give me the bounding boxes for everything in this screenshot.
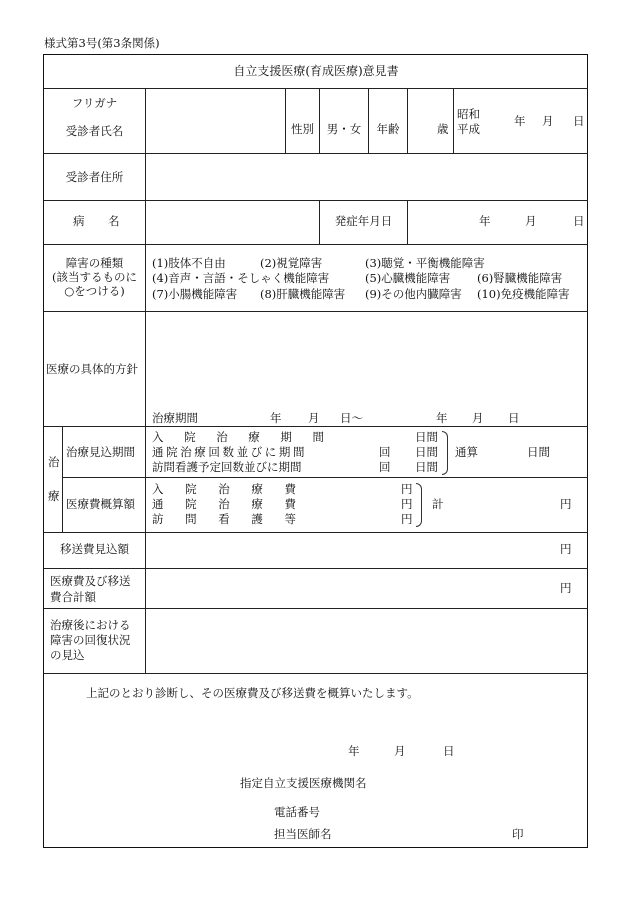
visit-days-unit: 日間 bbox=[415, 460, 438, 474]
recovery-label-3: の見込 bbox=[50, 648, 85, 662]
period-from-month-unit: 月 bbox=[308, 411, 320, 425]
treatment-side-label-2: 療 bbox=[48, 489, 60, 503]
visit-nursing-period-label: 訪問看護予定回数並びに期間 bbox=[152, 460, 302, 474]
treatment-side-label-1: 治 bbox=[48, 455, 60, 469]
sign-year-unit: 年 bbox=[348, 744, 360, 758]
onset-date-label: 発症年月日 bbox=[334, 214, 393, 228]
inpatient-cost-label: 入 院 治 療 費 bbox=[152, 482, 296, 496]
patient-name-label: 受診者氏名 bbox=[65, 124, 124, 138]
disability-option-10[interactable]: (10)免疫機能障害 bbox=[477, 287, 570, 301]
treatment-period-label: 治療期間 bbox=[152, 411, 198, 425]
total-cost-field[interactable] bbox=[146, 569, 587, 608]
outpatient-cost-yen: 円 bbox=[401, 497, 413, 511]
period-to-day-unit: 日 bbox=[508, 411, 520, 425]
disease-name-field[interactable] bbox=[146, 201, 319, 244]
address-label: 受診者住所 bbox=[65, 170, 124, 184]
total-days-unit: 日間 bbox=[527, 445, 550, 459]
inpatient-days-unit: 日間 bbox=[415, 430, 438, 444]
form-number: 様式第3号(第3条関係) bbox=[44, 36, 160, 50]
period-to-year-unit: 年 bbox=[436, 411, 448, 425]
address-field[interactable] bbox=[146, 154, 587, 200]
form-title: 自立支援医療(育成医療)意見書 bbox=[233, 64, 399, 78]
visit-cost-label: 訪 問 看 護 等 bbox=[152, 512, 296, 526]
total-cost-yen: 円 bbox=[560, 581, 572, 595]
sign-day-unit: 日 bbox=[443, 744, 455, 758]
seal-mark: 印 bbox=[512, 827, 524, 841]
sex-label: 性別 bbox=[291, 122, 314, 136]
birth-month-unit: 月 bbox=[542, 114, 554, 128]
transport-cost-label: 移送費見込額 bbox=[60, 542, 129, 556]
phone-number-label: 電話番号 bbox=[274, 805, 320, 819]
inpatient-cost-yen: 円 bbox=[401, 482, 413, 496]
outpatient-cost-label: 通 院 治 療 費 bbox=[152, 497, 296, 511]
disability-option-6[interactable]: (6)腎臓機能障害 bbox=[477, 271, 563, 285]
period-brace bbox=[442, 431, 448, 475]
disease-label-2: 名 bbox=[108, 214, 120, 228]
disability-label-2: (該当するものに bbox=[52, 270, 137, 284]
sex-options[interactable]: 男・女 bbox=[326, 122, 362, 136]
disability-label-3: ○をつける) bbox=[64, 284, 125, 298]
disability-option-1[interactable]: (1)肢体不自由 bbox=[152, 256, 226, 270]
onset-year-unit: 年 bbox=[479, 214, 491, 228]
cost-brace bbox=[416, 483, 422, 527]
diagnosis-statement: 上記のとおり診断し、その医療費及び移送費を概算いたします。 bbox=[86, 686, 419, 700]
disability-option-2[interactable]: (2)視覚障害 bbox=[260, 256, 323, 270]
cost-sum-yen: 円 bbox=[560, 497, 572, 511]
recovery-label-2: 障害の回復状況 bbox=[50, 633, 131, 647]
total-period-label: 通算 bbox=[455, 445, 478, 459]
patient-name-field[interactable] bbox=[146, 89, 285, 153]
recovery-field[interactable] bbox=[146, 609, 587, 673]
estimated-period-label: 治療見込期間 bbox=[66, 445, 135, 459]
outpatient-days-unit: 日間 bbox=[415, 445, 438, 459]
cost-sum-label: 計 bbox=[432, 497, 444, 511]
institution-name-label: 指定自立支援医療機関名 bbox=[240, 776, 367, 790]
recovery-label-1: 治療後における bbox=[50, 618, 131, 632]
onset-day-unit: 日 bbox=[573, 214, 585, 228]
visit-times-unit: 回 bbox=[379, 460, 391, 474]
outpatient-period-label: 通院治療回数並びに期間 bbox=[152, 445, 308, 459]
period-from-year-unit: 年 bbox=[270, 411, 282, 425]
era-heisei[interactable]: 平成 bbox=[457, 122, 480, 136]
treatment-policy-field[interactable] bbox=[146, 312, 587, 408]
visit-cost-yen: 円 bbox=[401, 512, 413, 526]
age-label: 年齢 bbox=[376, 122, 400, 136]
disability-option-8[interactable]: (8)肝臓機能障害 bbox=[260, 287, 346, 301]
birth-year-unit: 年 bbox=[514, 114, 526, 128]
disability-option-5[interactable]: (5)心臓機能障害 bbox=[365, 271, 451, 285]
disability-option-7[interactable]: (7)小腸機能障害 bbox=[152, 287, 238, 301]
disability-option-3[interactable]: (3)聴覚・平衡機能障害 bbox=[365, 256, 485, 270]
period-to-month-unit: 月 bbox=[472, 411, 484, 425]
total-cost-label-1: 医療費及び移送 bbox=[50, 574, 131, 588]
treatment-policy-label: 医療の具体的方針 bbox=[46, 362, 138, 376]
transport-cost-yen: 円 bbox=[560, 542, 572, 556]
onset-month-unit: 月 bbox=[525, 214, 537, 228]
doctor-name-label: 担当医師名 bbox=[274, 827, 332, 841]
transport-cost-field[interactable] bbox=[146, 533, 587, 568]
era-showa[interactable]: 昭和 bbox=[457, 107, 480, 121]
inpatient-period-label: 入 院 治 療 期 間 bbox=[152, 430, 324, 444]
period-from-day-unit: 日〜 bbox=[340, 411, 363, 425]
total-cost-label-2: 費合計額 bbox=[50, 590, 96, 604]
disability-option-9[interactable]: (9)その他内臓障害 bbox=[365, 287, 462, 301]
furigana-label: フリガナ bbox=[71, 96, 118, 110]
cost-estimate-label: 医療費概算額 bbox=[66, 497, 135, 511]
birth-day-unit: 日 bbox=[573, 114, 585, 128]
age-unit: 歳 bbox=[437, 122, 449, 136]
sign-month-unit: 月 bbox=[394, 744, 406, 758]
disease-label-1: 病 bbox=[73, 214, 85, 228]
disability-label-1: 障害の種類 bbox=[65, 256, 124, 270]
age-field[interactable] bbox=[408, 89, 453, 153]
outpatient-times-unit: 回 bbox=[379, 445, 391, 459]
disability-option-4[interactable]: (4)音声・言語・そしゃく機能障害 bbox=[152, 271, 330, 285]
